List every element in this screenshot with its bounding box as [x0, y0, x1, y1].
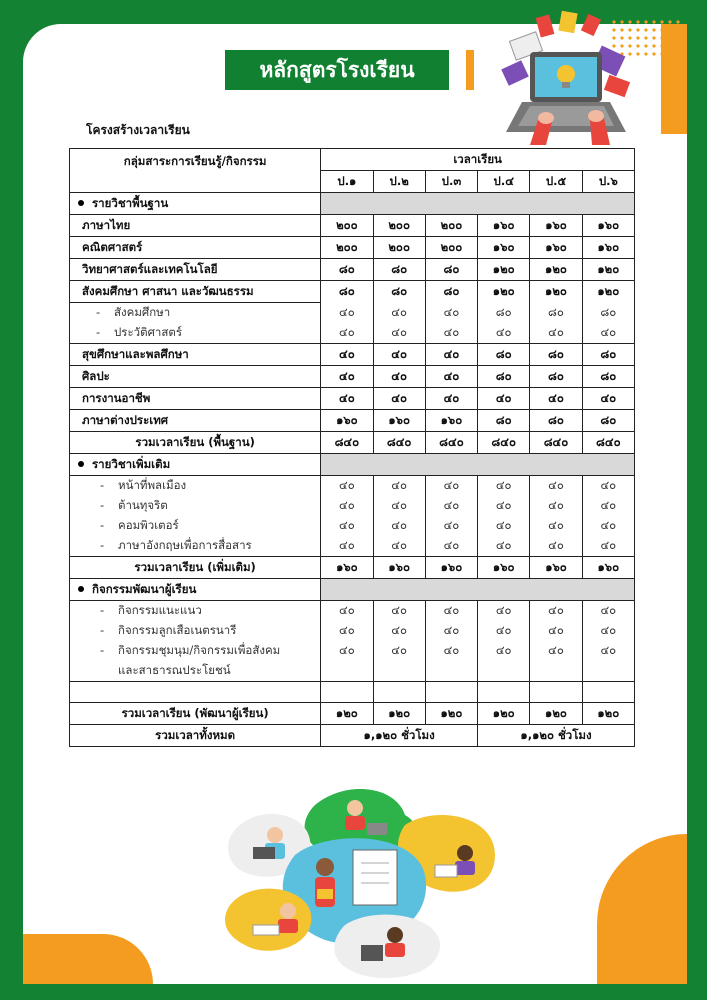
cell: ๔๐: [373, 621, 425, 641]
cell: ๔๐: [321, 303, 373, 324]
row-label: [70, 536, 321, 557]
cell: [425, 682, 477, 703]
row-label-text: กิจกรรมแนะแนว: [118, 603, 202, 617]
cell: ๘๐: [582, 366, 634, 388]
row-label: [70, 601, 321, 622]
cell: ๔๐: [425, 476, 477, 497]
grade-header: ป.๖: [582, 171, 634, 193]
row-label: [70, 323, 321, 344]
cell: ๑๖๐: [321, 410, 373, 432]
dash-marker: -: [100, 538, 105, 552]
extra-rows: [70, 476, 635, 557]
row-label-text: หน้าที่พลเมือง: [118, 478, 187, 492]
activity-total-row: [70, 703, 635, 725]
table-row: [70, 344, 635, 366]
table-row: [70, 601, 635, 622]
grey-band: [321, 193, 635, 215]
cell: ๘๐: [582, 303, 634, 324]
table-row: [70, 303, 635, 324]
laptop-books-illustration: [500, 10, 645, 145]
social-sub-rows: [70, 303, 635, 344]
total-label: รวมเวลาเรียน (เพิ่มเติม): [70, 557, 321, 579]
dash-marker: -: [100, 623, 105, 637]
cell: ๘๐: [582, 344, 634, 366]
row-label: [70, 641, 321, 661]
cell: ๘๐: [425, 281, 477, 303]
col-group-header: กลุ่มสาระการเรียนรู้/กิจกรรม: [70, 149, 321, 193]
cell: ๑๖๐: [530, 215, 582, 237]
table-row: [70, 516, 635, 536]
cell: ๔๐: [425, 303, 477, 324]
cell: ๑๒๐: [530, 259, 582, 281]
table-row-spacer: [70, 682, 635, 703]
cell: ๘๐: [530, 366, 582, 388]
cell: ๔๐: [321, 641, 373, 661]
cell: ๒๐๐: [425, 237, 477, 259]
row-label-text: ต้านทุจริต: [118, 498, 168, 512]
cell: ๑๖๐: [530, 237, 582, 259]
cell: ๔๐: [530, 476, 582, 497]
corner-decoration: [597, 834, 687, 984]
cell: [582, 682, 634, 703]
cell: ๒๐๐: [321, 237, 373, 259]
cell: [478, 682, 530, 703]
row-label: ศิลปะ: [70, 366, 321, 388]
cell: ๑๒๐: [321, 703, 373, 725]
row-label: [70, 476, 321, 497]
grade-header: ป.๔: [478, 171, 530, 193]
cell: ๘๐: [478, 410, 530, 432]
basic-total-row: [70, 432, 635, 454]
cell: ๘๐: [373, 259, 425, 281]
row-label-text: ประวัติศาสตร์: [114, 325, 183, 339]
grey-band: [321, 454, 635, 476]
cell: ๔๐: [530, 496, 582, 516]
grand-total-label: รวมเวลาทั้งหมด: [70, 725, 321, 747]
cell: ๘๐: [478, 366, 530, 388]
row-label: [70, 621, 321, 641]
section-heading: โครงสร้างเวลาเรียน: [86, 123, 190, 137]
cell: ๑๖๐: [321, 557, 373, 579]
cell: ๔๐: [582, 641, 634, 661]
cell: ๔๐: [425, 516, 477, 536]
table-row: [70, 410, 635, 432]
cell: ๑๒๐: [582, 281, 634, 303]
cell: ๑๖๐: [530, 557, 582, 579]
cell: ๑๖๐: [478, 557, 530, 579]
row-label-text: ภาษาอังกฤษเพื่อการสื่อสาร: [118, 538, 252, 552]
title-accent-bar: [466, 50, 474, 90]
table-row: [70, 621, 635, 641]
cell: [373, 682, 425, 703]
cell: [530, 661, 582, 682]
table-row: [70, 388, 635, 410]
cell: ๘๐: [478, 344, 530, 366]
cell: ๔๐: [321, 366, 373, 388]
cell: ๔๐: [582, 323, 634, 344]
row-label: คณิตศาสตร์: [70, 237, 321, 259]
cell: ๔๐: [373, 476, 425, 497]
dash-marker: -: [96, 325, 101, 339]
cell: ๔๐: [373, 601, 425, 622]
cell: ๑๒๐: [530, 703, 582, 725]
cell: ๔๐: [321, 496, 373, 516]
table-row: [70, 557, 635, 579]
cell: [478, 661, 530, 682]
table-row: [70, 476, 635, 497]
cell: ๑๒๐: [530, 281, 582, 303]
cell: ๔๐: [530, 641, 582, 661]
cell: ๑๖๐: [373, 557, 425, 579]
page-title: หลักสูตรโรงเรียน: [225, 50, 449, 90]
cell: ๔๐: [582, 476, 634, 497]
cell: ๘๔๐: [582, 432, 634, 454]
corner-decoration: [23, 934, 153, 984]
cell: ๑๖๐: [582, 215, 634, 237]
cell: ๔๐: [530, 516, 582, 536]
bullet-icon: [78, 586, 84, 592]
row-label: [70, 516, 321, 536]
row-label: สุขศึกษาและพลศึกษา: [70, 344, 321, 366]
cell: ๔๐: [321, 323, 373, 344]
dash-marker: -: [100, 603, 105, 617]
cell: ๔๐: [373, 388, 425, 410]
cell: [70, 682, 321, 703]
cell: ๑๖๐: [582, 557, 634, 579]
cell: ๔๐: [321, 344, 373, 366]
cell: ๘๔๐: [530, 432, 582, 454]
cell: ๒๐๐: [425, 215, 477, 237]
row-label: [70, 303, 321, 324]
table-row: [70, 703, 635, 725]
table-row: [70, 641, 635, 661]
cell: ๔๐: [478, 641, 530, 661]
cell: ๔๐: [478, 323, 530, 344]
bullet-icon: [78, 461, 84, 467]
cell: ๘๐: [530, 410, 582, 432]
cell: ๒๐๐: [321, 215, 373, 237]
time-header: เวลาเรียน: [321, 149, 635, 171]
row-label-text: คอมพิวเตอร์: [118, 518, 179, 532]
row-label-continuation: และสาธารณประโยชน์: [70, 661, 321, 682]
cell: ๔๐: [321, 621, 373, 641]
activity-rows: [70, 601, 635, 703]
cell: ๔๐: [373, 496, 425, 516]
cell: [321, 661, 373, 682]
classroom-illustration: [225, 785, 505, 985]
cell: ๘๐: [425, 259, 477, 281]
table-row: [70, 432, 635, 454]
cell: ๔๐: [425, 601, 477, 622]
dash-marker: -: [100, 643, 105, 657]
row-label: วิทยาศาสตร์และเทคโนโลยี: [70, 259, 321, 281]
cell: ๔๐: [373, 323, 425, 344]
table-row: [70, 237, 635, 259]
cell: ๔๐: [425, 641, 477, 661]
cell: ๔๐: [321, 388, 373, 410]
cell: ๑๒๐: [478, 281, 530, 303]
cell: ๔๐: [478, 476, 530, 497]
cell: ๑๖๐: [425, 410, 477, 432]
row-label-text: สังคมศึกษา: [114, 305, 171, 319]
cell: ๑๖๐: [582, 237, 634, 259]
cell: ๑๖๐: [478, 237, 530, 259]
cell: ๔๐: [582, 536, 634, 557]
cell: ๔๐: [373, 641, 425, 661]
cell: [425, 661, 477, 682]
cell: ๔๐: [530, 388, 582, 410]
cell: ๘๐: [373, 281, 425, 303]
table-row: [70, 323, 635, 344]
cell: ๔๐: [478, 536, 530, 557]
cell: ๑๒๐: [582, 703, 634, 725]
social-label: สังคมศึกษา ศาสนา และวัฒนธรรม: [70, 281, 321, 303]
cell: ๔๐: [373, 536, 425, 557]
cell: ๔๐: [425, 536, 477, 557]
row-label-text: กิจกรรมลูกเสือเนตรนารี: [118, 623, 237, 637]
dash-marker: -: [100, 478, 105, 492]
basic-rows: [70, 344, 635, 432]
grade-header: ป.๒: [373, 171, 425, 193]
cell: ๔๐: [321, 476, 373, 497]
cell: ๔๐: [425, 388, 477, 410]
row-label-text: กิจกรรมชุมนุม/กิจกรรมเพื่อสังคม: [118, 643, 281, 657]
table-row: [70, 366, 635, 388]
cell: ๔๐: [530, 536, 582, 557]
section-basic: รายวิชาพื้นฐาน: [70, 193, 321, 215]
row-label: ภาษาต่างประเทศ: [70, 410, 321, 432]
cell: ๔๐: [425, 344, 477, 366]
cell: ๔๐: [373, 366, 425, 388]
section-activity: กิจกรรมพัฒนาผู้เรียน: [70, 579, 321, 601]
cell: ๔๐: [530, 323, 582, 344]
cell: ๔๐: [582, 496, 634, 516]
grade-header: ป.๕: [530, 171, 582, 193]
bullet-icon: [78, 200, 84, 206]
basic-rows: [70, 215, 635, 281]
cell: ๘๐: [321, 259, 373, 281]
section-extra: รายวิชาเพิ่มเติม: [70, 454, 321, 476]
cell: [530, 682, 582, 703]
cell: ๔๐: [530, 621, 582, 641]
table-row: [70, 536, 635, 557]
cell: ๑๖๐: [425, 557, 477, 579]
cell: ๘๐: [530, 303, 582, 324]
cell: ๘๐: [530, 344, 582, 366]
cell: ๔๐: [478, 601, 530, 622]
cell: ๔๐: [321, 516, 373, 536]
cell: ๔๐: [478, 388, 530, 410]
cell: ๔๐: [478, 621, 530, 641]
cell: ๑๒๐: [478, 703, 530, 725]
table-row: [70, 215, 635, 237]
extra-total-row: [70, 557, 635, 579]
cell: ๘๔๐: [425, 432, 477, 454]
cell: ๘๐: [582, 410, 634, 432]
table-row: [70, 496, 635, 516]
cell: ๔๐: [373, 344, 425, 366]
row-label: ภาษาไทย: [70, 215, 321, 237]
cell: ๑๒๐: [478, 259, 530, 281]
grand-total-right: ๑,๑๒๐ ชั่วโมง: [478, 725, 635, 747]
cell: ๔๐: [582, 388, 634, 410]
grand-total-left: ๑,๑๒๐ ชั่วโมง: [321, 725, 478, 747]
cell: ๔๐: [582, 621, 634, 641]
cell: ๘๐: [321, 281, 373, 303]
cell: ๑๖๐: [373, 410, 425, 432]
cell: ๔๐: [425, 323, 477, 344]
total-label: รวมเวลาเรียน (พัฒนาผู้เรียน): [70, 703, 321, 725]
cell: ๒๐๐: [373, 215, 425, 237]
table-row: [70, 259, 635, 281]
cell: ๔๐: [373, 303, 425, 324]
cell: ๑๒๐: [373, 703, 425, 725]
cell: [321, 682, 373, 703]
cell: ๑๖๐: [478, 215, 530, 237]
grey-band: [321, 579, 635, 601]
cell: [373, 661, 425, 682]
cell: ๔๐: [582, 601, 634, 622]
cell: ๔๐: [530, 601, 582, 622]
cell: ๑๒๐: [425, 703, 477, 725]
grade-header: ป.๑: [321, 171, 373, 193]
cell: ๔๐: [321, 536, 373, 557]
total-label: รวมเวลาเรียน (พื้นฐาน): [70, 432, 321, 454]
dash-marker: -: [100, 518, 105, 532]
cell: ๔๐: [478, 496, 530, 516]
row-label: การงานอาชีพ: [70, 388, 321, 410]
cell: ๔๐: [582, 516, 634, 536]
table-row: [70, 661, 635, 682]
dash-marker: -: [100, 498, 105, 512]
row-label: [70, 496, 321, 516]
cell: ๔๐: [321, 601, 373, 622]
cell: ๘๔๐: [321, 432, 373, 454]
cell: ๔๐: [373, 516, 425, 536]
cell: ๒๐๐: [373, 237, 425, 259]
dash-marker: -: [96, 305, 101, 319]
cell: [582, 661, 634, 682]
cell: ๘๔๐: [373, 432, 425, 454]
cell: ๔๐: [425, 621, 477, 641]
grade-header: ป.๓: [425, 171, 477, 193]
cell: ๘๐: [478, 303, 530, 324]
cell: ๔๐: [478, 516, 530, 536]
cell: ๔๐: [425, 496, 477, 516]
cell: ๘๔๐: [478, 432, 530, 454]
schedule-table: [69, 148, 635, 747]
cell: ๑๒๐: [582, 259, 634, 281]
cell: ๔๐: [425, 366, 477, 388]
